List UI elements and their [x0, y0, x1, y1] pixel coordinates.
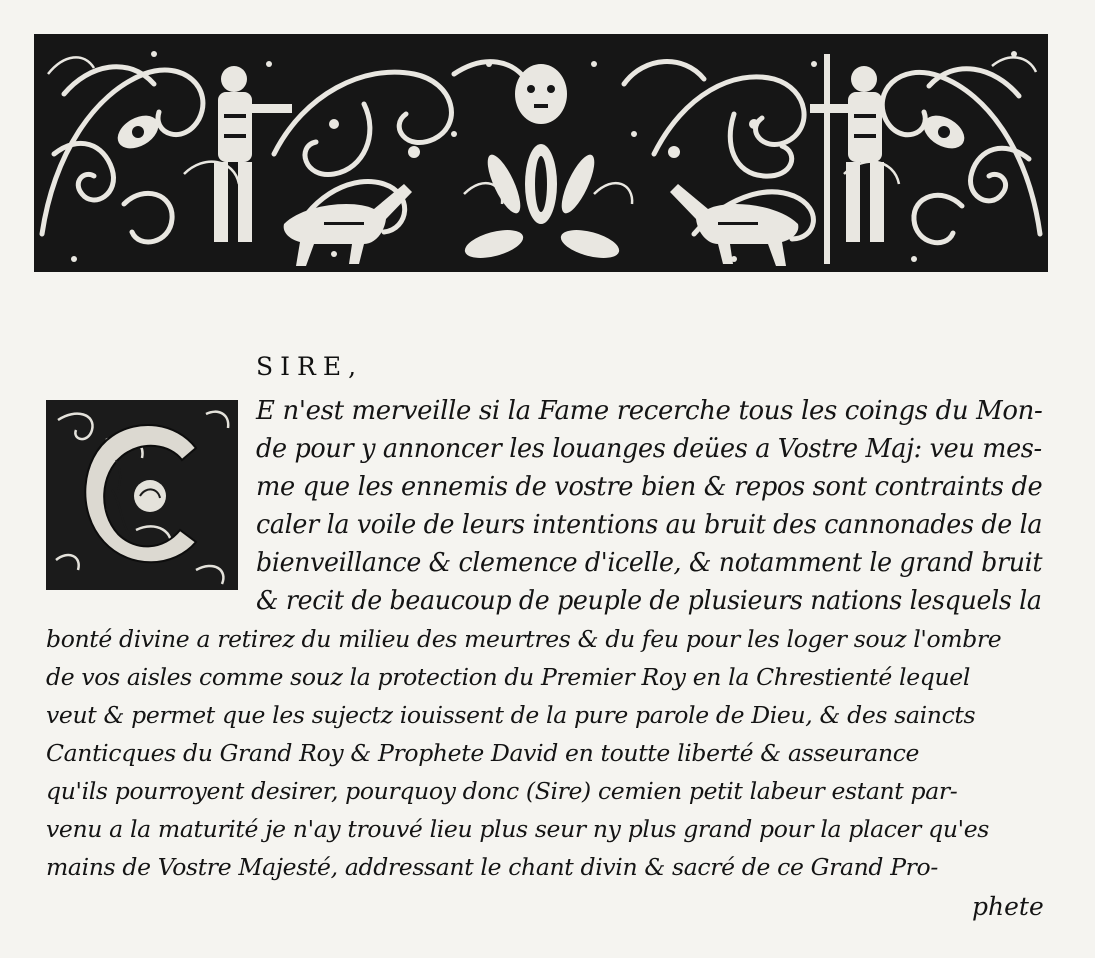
- text-line: me que les ennemis de vostre bien & repos sont contraints de: [256, 472, 1043, 502]
- text-line: veut & permet que les sujectz iouissent de la pure parole de Dieu, & des saincts: [46, 701, 976, 729]
- text-line: mains de Vostre Majesté, addressant le chant divin & sacré de ce Grand Pro-: [46, 853, 938, 881]
- text-line: Canticques du Grand Roy & Prophete David en toutte liberté & asseurance: [46, 739, 920, 767]
- catchword: phete: [972, 892, 1044, 921]
- decorated-initial-c: [46, 400, 238, 590]
- text-line: qu'ils pourroyent desirer, pourquoy donc (Sire) cemien petit labeur estant par-: [46, 777, 958, 805]
- text-line: de vos aisles comme souz la protection du Premier Roy en la Chrestienté lequel: [46, 663, 970, 691]
- text-line: & recit de beaucoup de peuple de plusieurs nations lesquels la: [256, 586, 1042, 616]
- text-line: E n'est merveille si la Fame recerche tous les coings du Mon-: [256, 396, 1043, 426]
- text-line: caler la voile de leurs intentions au bruit des cannonades de la: [256, 510, 1043, 540]
- text-line: bonté divine a retirez du milieu des meurtres & du feu pour les loger souz l'ombre: [46, 625, 1002, 653]
- salutation-heading: SIRE,: [256, 352, 364, 381]
- text-line: bienveillance & clemence d'icelle, & notamment le grand bruit: [256, 548, 1043, 578]
- text-line: venu a la maturité je n'ay trouvé lieu plus seur ny plus grand pour la placer qu'es: [46, 815, 990, 843]
- woodcut-headpiece: [34, 34, 1048, 272]
- text-line: de pour y annoncer les louanges deües a Vostre Maj: veu mes-: [256, 434, 1042, 464]
